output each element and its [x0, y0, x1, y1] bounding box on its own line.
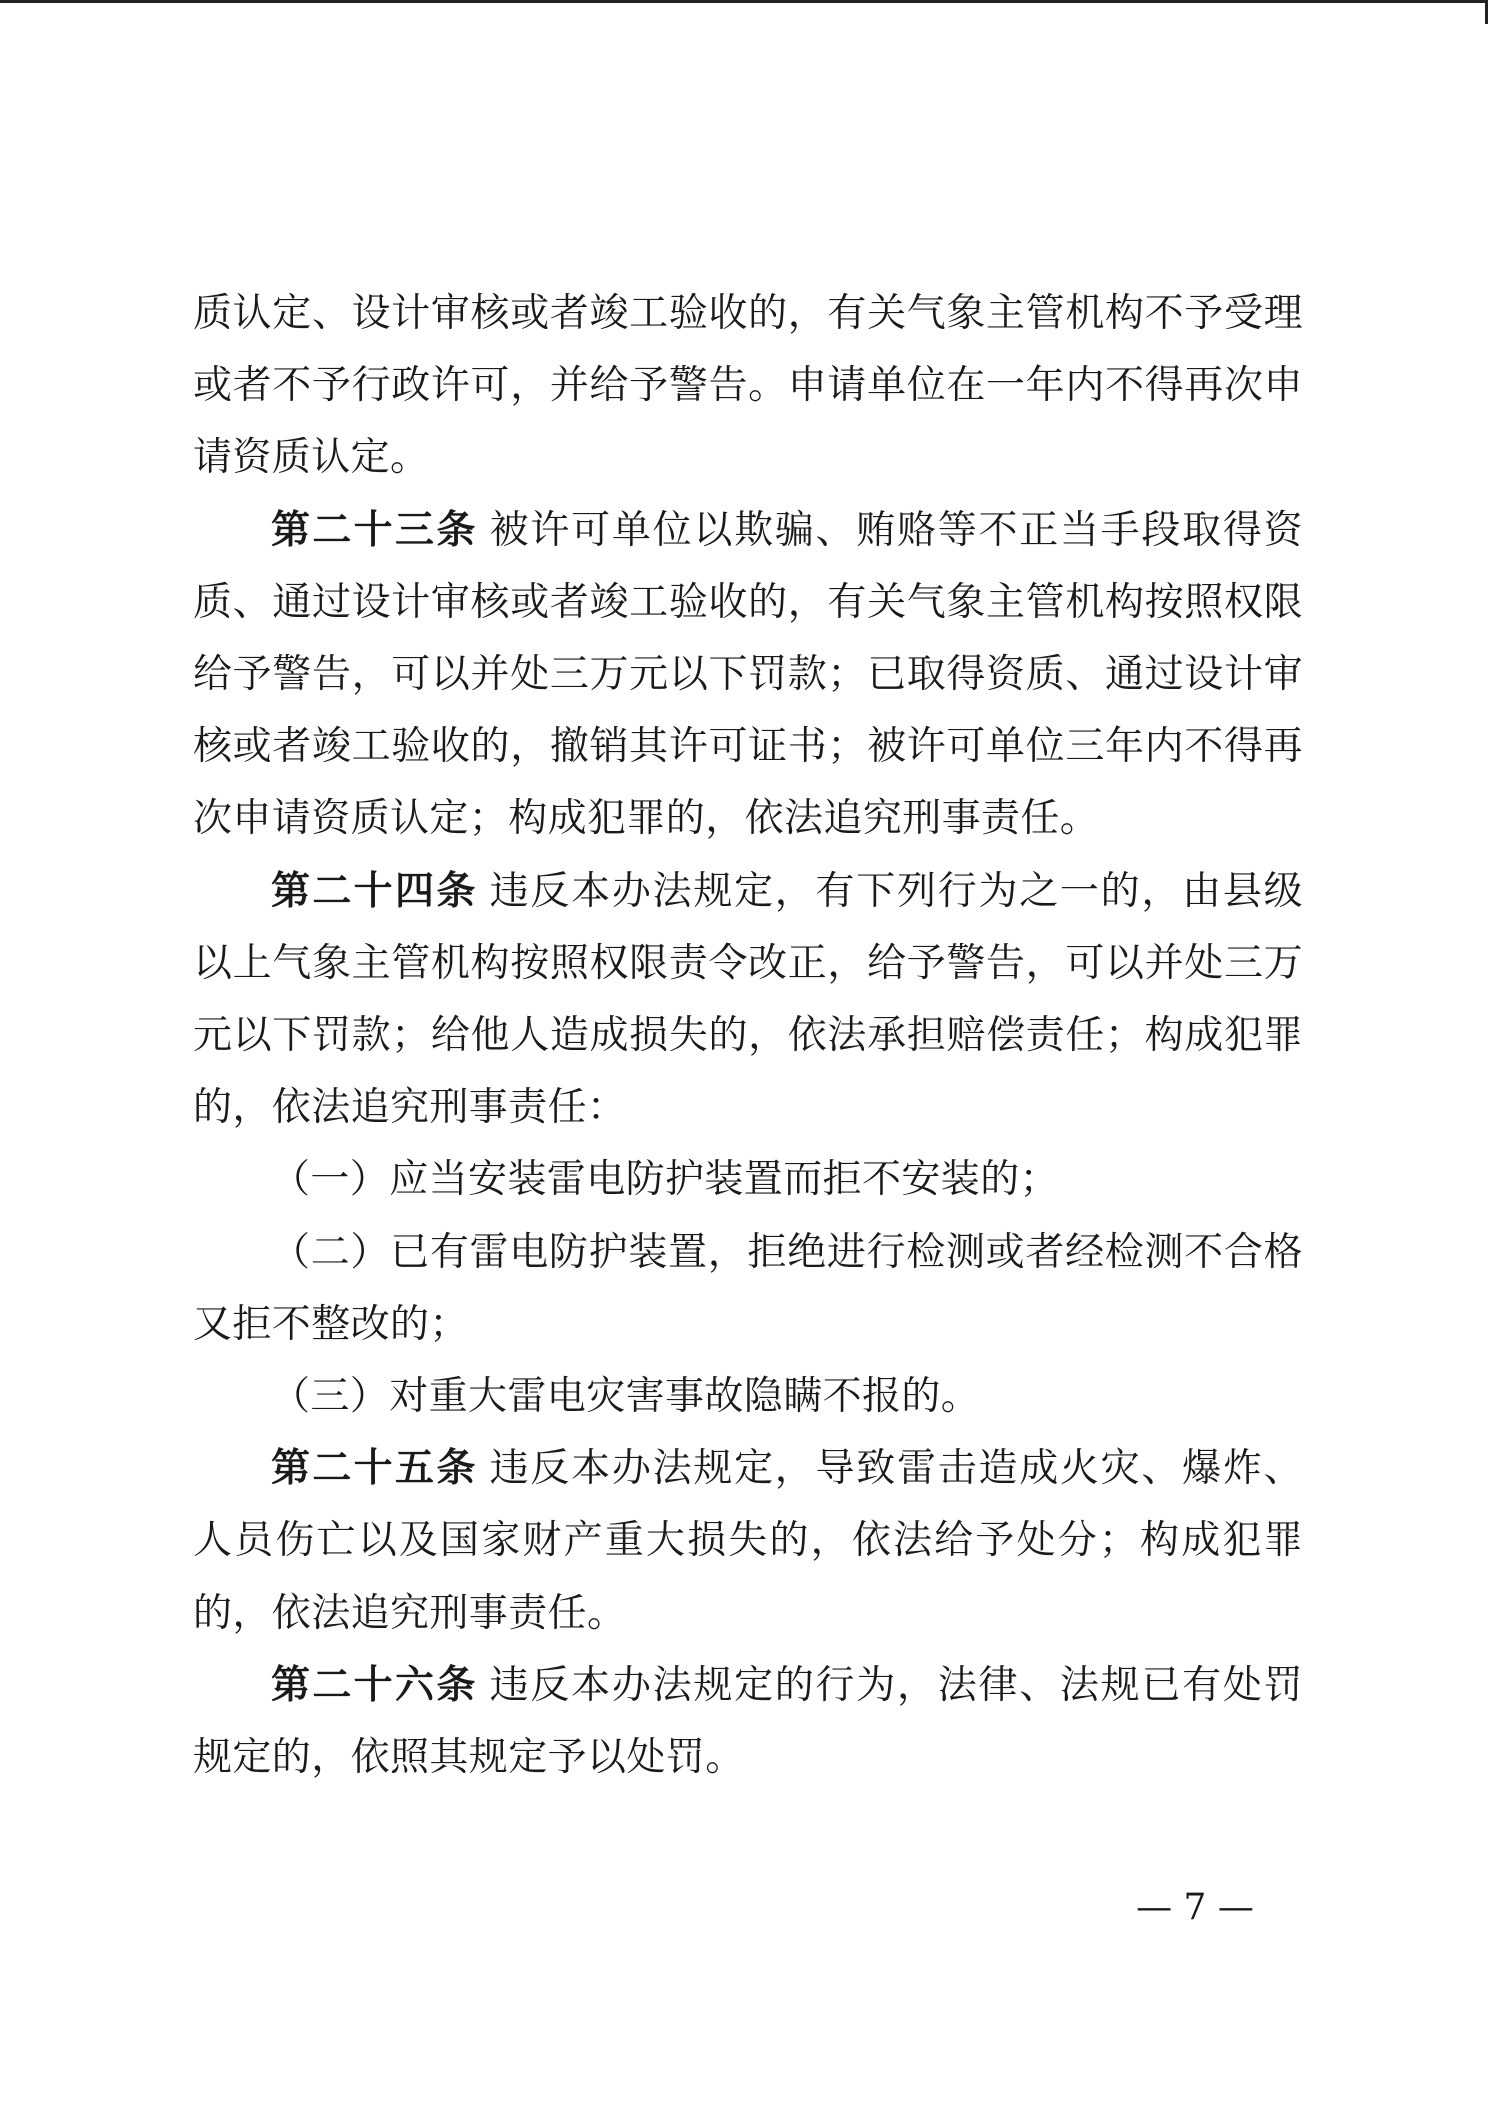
article-23 — [193, 495, 1303, 856]
page-number: — 7 — — [1136, 1887, 1254, 1928]
document-body — [193, 278, 1303, 1794]
article-title: 第二十四条 — [271, 868, 478, 914]
list-item-2 — [193, 1217, 1303, 1361]
list-item-text: （三）对重大雷电灾害事故隐瞒不报的。 — [271, 1374, 981, 1420]
list-item-1 — [193, 1144, 1303, 1216]
article-text: 违反本办法规定的行为，法律、法规已有处罚规定的，依照其规定予以处罚。 — [193, 1662, 1303, 1781]
article-26 — [193, 1650, 1303, 1794]
article-title: 第二十三条 — [271, 507, 478, 553]
article-text: 违反本办法规定，有下列行为之一的，由县级以上气象主管机构按照权限责令改正，给予警告，可以并处三万元以下罚款；给他人造成损失的，依法承担赔偿责任；构成犯罪的，依法追究刑事责任： — [193, 868, 1303, 1131]
paragraph-continuation — [193, 278, 1303, 495]
article-text: 被许可单位以欺骗、贿赂等不正当手段取得资质、通过设计审核或者竣工验收的，有关气象主管机构按照权限给予警告，可以并处三万元以下罚款；已取得资质、通过设计审核或者竣工验收的，撤销其许可证书；被许可单位三年内不得再次申请资质认定；构成犯罪的，依法追究刑事责任。 — [193, 507, 1303, 842]
list-item-text: （二）已有雷电防护装置，拒绝进行检测或者经检测不合格又拒不整改的； — [193, 1229, 1303, 1347]
article-text: 违反本办法规定，导致雷击造成火灾、爆炸、人员伤亡以及国家财产重大损失的，依法给予处分；构成犯罪的，依法追究刑事责任。 — [193, 1446, 1303, 1636]
article-title: 第二十五条 — [271, 1446, 478, 1492]
top-border-line — [0, 0, 1488, 3]
article-25 — [193, 1433, 1303, 1650]
article-title: 第二十六条 — [271, 1662, 478, 1708]
list-item-3 — [193, 1361, 1303, 1433]
paragraph-text: 质认定、设计审核或者竣工验收的，有关气象主管机构不予受理或者不予行政许可，并给予警告。申请单位在一年内不得再次申请资质认定。 — [193, 291, 1303, 481]
list-item-text: （一）应当安装雷电防护装置而拒不安装的； — [271, 1157, 1060, 1203]
article-24 — [193, 856, 1303, 1145]
